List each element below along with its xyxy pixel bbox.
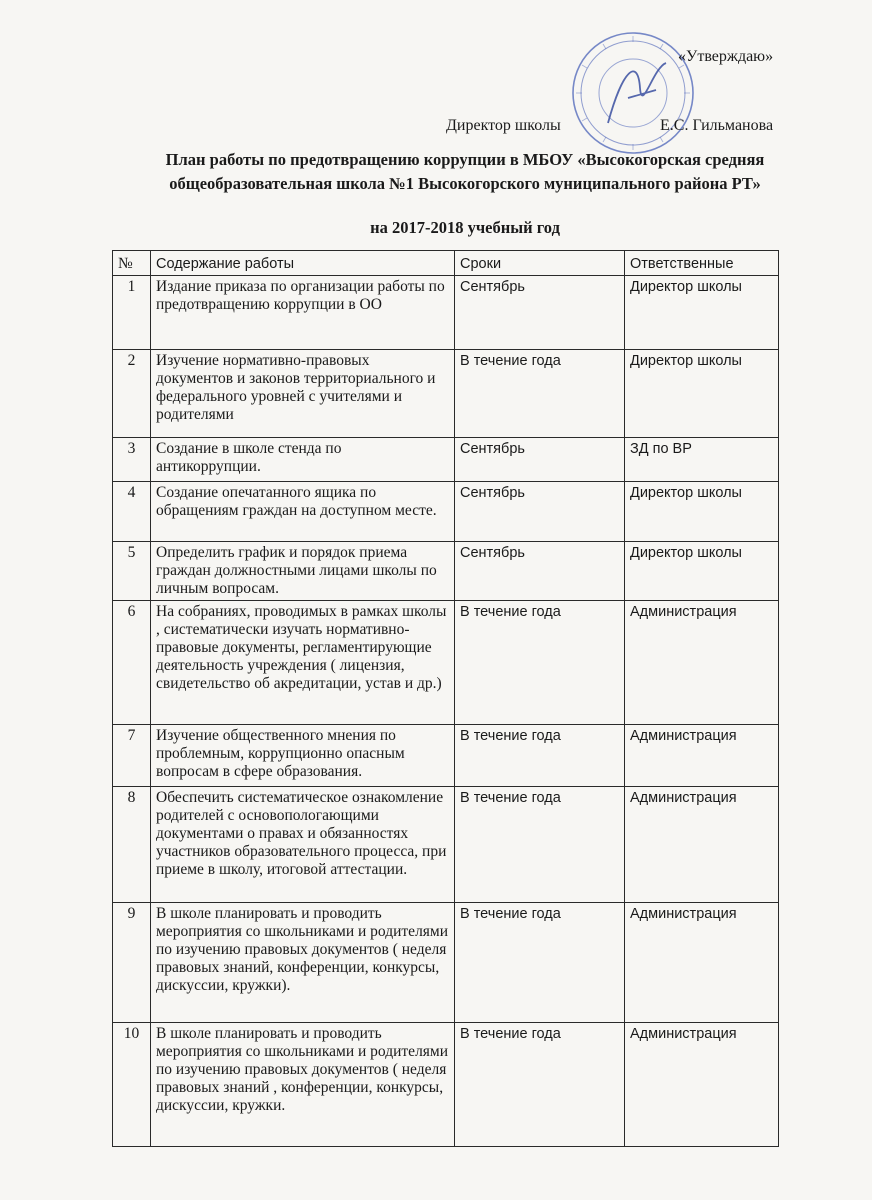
row-responsible: Директор школы: [625, 542, 779, 601]
header-number: №: [113, 251, 151, 276]
table-row: [113, 1023, 779, 1147]
row-term: В течение года: [455, 903, 625, 1023]
row-term: Сентябрь: [455, 276, 625, 350]
row-work: На собраниях, проводимых в рамках школы , систематически изучать нормативно-правовые документы, регламентирующие деятельность учреждения ( лицензия, свидетельство об акредитации, устав и др.): [151, 601, 455, 725]
header-responsible: Ответственные: [625, 251, 779, 276]
row-number: 9: [113, 903, 151, 1023]
header-term: Сроки: [455, 251, 625, 276]
row-responsible: Администрация: [625, 903, 779, 1023]
row-term: Сентябрь: [455, 438, 625, 482]
row-term: В течение года: [455, 350, 625, 438]
row-term: Сентябрь: [455, 542, 625, 601]
row-responsible: ЗД по ВР: [625, 438, 779, 482]
table-row: [113, 725, 779, 787]
document-title: [120, 148, 810, 196]
row-work: Изучение нормативно-правовых документов и законов территориального и федерального уровней с учителями и родителями: [151, 350, 455, 438]
row-responsible: Администрация: [625, 725, 779, 787]
table-row: [113, 350, 779, 438]
row-number: 1: [113, 276, 151, 350]
academic-year: на 2017-2018 учебный год: [370, 218, 560, 237]
row-responsible: Администрация: [625, 1023, 779, 1147]
row-responsible: Директор школы: [625, 350, 779, 438]
row-work: Издание приказа по организации работы по предотвращению коррупции в ОО: [151, 276, 455, 350]
row-term: В течение года: [455, 601, 625, 725]
row-responsible: Директор школы: [625, 276, 779, 350]
row-responsible: Директор школы: [625, 482, 779, 542]
title-line-1: План работы по предотвращению коррупции в МБОУ «Высокогорская средняя: [165, 150, 765, 169]
row-work: Создание опечатанного ящика по обращениям граждан на доступном месте.: [151, 482, 455, 542]
row-term: Сентябрь: [455, 482, 625, 542]
row-work: В школе планировать и проводить мероприятия со школьниками и родителями по изучению правовых документов ( неделя правовых знаний , конференции, конкурсы, дискуссии, кружки.: [151, 1023, 455, 1147]
row-term: В течение года: [455, 1023, 625, 1147]
approval-label: «Утверждаю»: [678, 48, 774, 65]
row-number: 3: [113, 438, 151, 482]
row-number: 6: [113, 601, 151, 725]
row-number: 7: [113, 725, 151, 787]
header-work: Содержание работы: [151, 251, 455, 276]
table-row: [113, 542, 779, 601]
row-number: 2: [113, 350, 151, 438]
table-row: [113, 601, 779, 725]
row-work: В школе планировать и проводить мероприятия со школьниками и родителями по изучению правовых документов ( неделя правовых знаний, конференции, конкурсы, дискуссии, кружки).: [151, 903, 455, 1023]
row-responsible: Администрация: [625, 787, 779, 903]
row-number: 5: [113, 542, 151, 601]
table-row: [113, 276, 779, 350]
row-work: Изучение общественного мнения по проблемным, коррупционно опасным вопросам в сфере образования.: [151, 725, 455, 787]
row-work: Создание в школе стенда по антикоррупции.: [151, 438, 455, 482]
title-line-2: общеобразовательная школа №1 Высокогорского муниципального района РТ»: [169, 174, 761, 193]
table-row: [113, 903, 779, 1023]
table-row: [113, 787, 779, 903]
row-responsible: Администрация: [625, 601, 779, 725]
row-number: 4: [113, 482, 151, 542]
row-number: 8: [113, 787, 151, 903]
row-work: Определить график и порядок приема граждан должностными лицами школы по личным вопросам.: [151, 542, 455, 601]
row-term: В течение года: [455, 787, 625, 903]
table-row: [113, 438, 779, 482]
row-term: В течение года: [455, 725, 625, 787]
plan-table: [112, 250, 779, 1147]
table-header-row: [113, 251, 779, 276]
row-number: 10: [113, 1023, 151, 1147]
director-name: Е.С. Гильманова: [660, 117, 774, 134]
row-work: Обеспечить систематическое ознакомление родителей с основопологающими документами о правах и обязанностях участников образовательного процесса, при приеме в школу, итоговой аттестации.: [151, 787, 455, 903]
director-role: Директор школы: [446, 117, 561, 134]
table-row: [113, 482, 779, 542]
